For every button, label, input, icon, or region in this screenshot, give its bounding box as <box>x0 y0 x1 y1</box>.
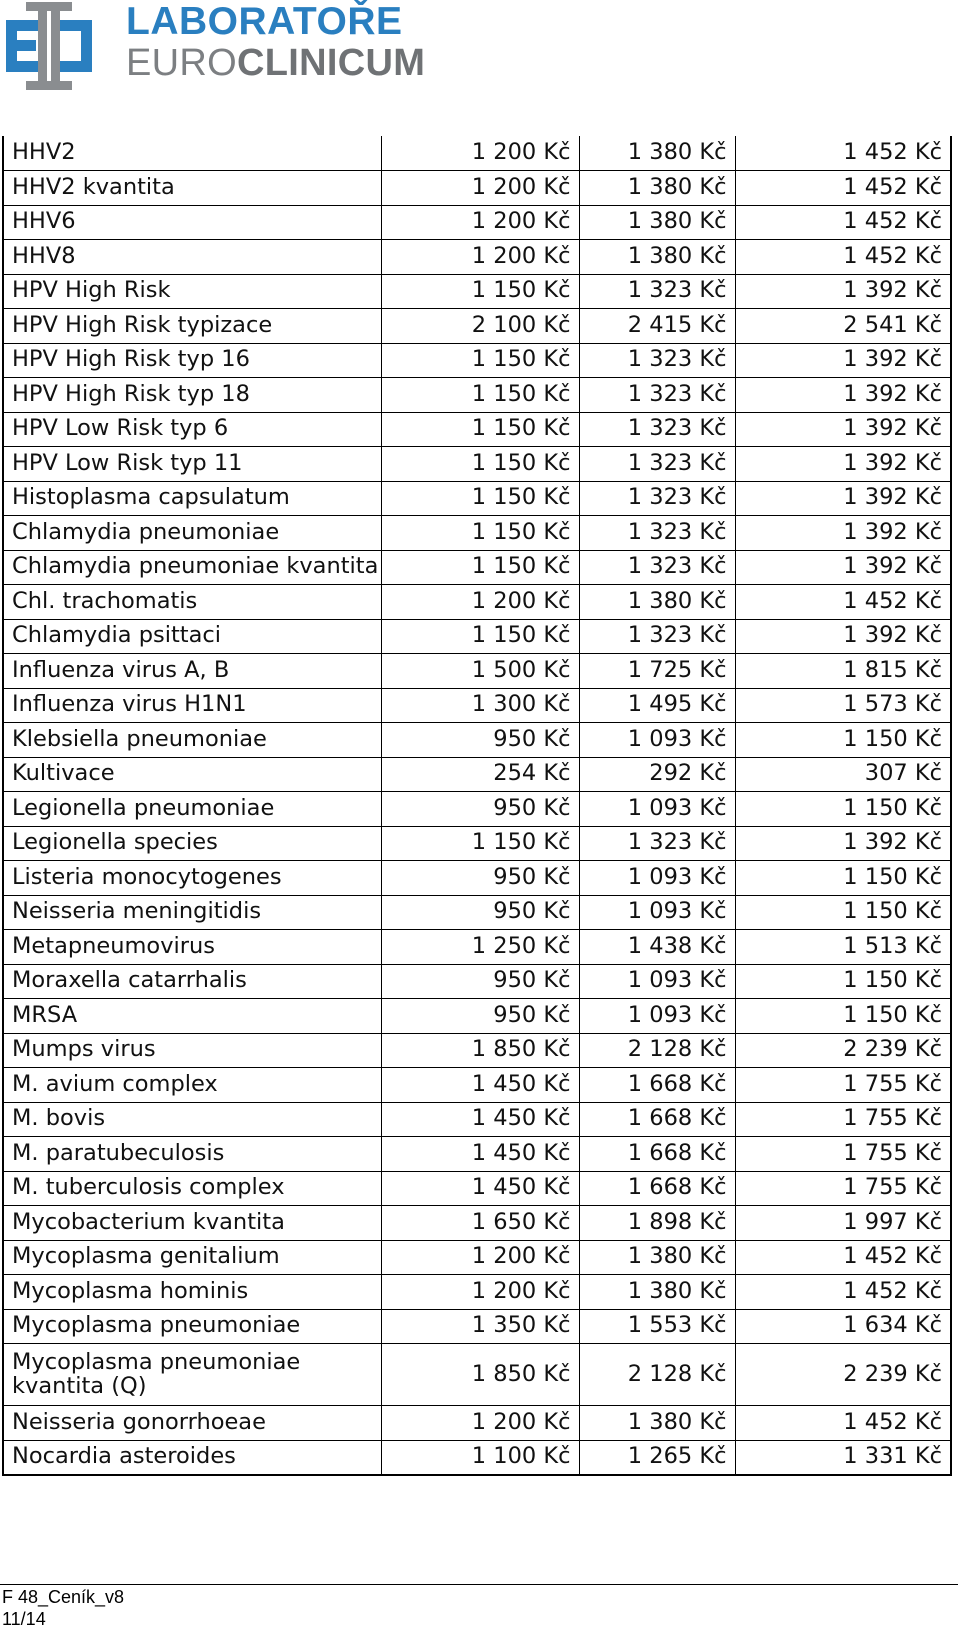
brand-wordmark <box>126 2 425 82</box>
test-name-cell: Neisseria meningitidis <box>3 895 381 930</box>
price-cell-2: 1 725 Kč <box>579 654 735 689</box>
test-name-cell: HHV2 <box>3 136 381 171</box>
test-name-cell: MRSA <box>3 999 381 1034</box>
price-cell-1: 1 250 Kč <box>381 930 579 965</box>
brand-line-2-light: EURO <box>126 42 237 84</box>
brand-line-1: LABORATOŘE <box>126 0 403 43</box>
price-cell-1: 1 200 Kč <box>381 136 579 171</box>
table-row <box>3 1137 951 1172</box>
price-cell-3: 1 150 Kč <box>735 792 951 827</box>
price-cell-1: 1 200 Kč <box>381 240 579 275</box>
price-cell-2: 1 380 Kč <box>579 1275 735 1310</box>
table-row <box>3 481 951 516</box>
price-cell-2: 1 380 Kč <box>579 1240 735 1275</box>
table-row <box>3 1240 951 1275</box>
table-row <box>3 1171 951 1206</box>
price-table-body <box>3 136 951 1475</box>
table-row <box>3 1206 951 1241</box>
test-name-cell: Influenza virus A, B <box>3 654 381 689</box>
test-name-cell: Mycoplasma pneumoniae kvantita (Q) <box>3 1344 381 1406</box>
price-cell-1: 1 150 Kč <box>381 826 579 861</box>
price-cell-2: 292 Kč <box>579 757 735 792</box>
test-name-cell: M. tuberculosis complex <box>3 1171 381 1206</box>
price-cell-1: 1 200 Kč <box>381 171 579 206</box>
price-cell-3: 2 239 Kč <box>735 1033 951 1068</box>
test-name-cell: HPV High Risk typ 18 <box>3 378 381 413</box>
test-name-cell: Mycoplasma hominis <box>3 1275 381 1310</box>
table-row <box>3 964 951 999</box>
test-name-cell: Legionella species <box>3 826 381 861</box>
footer-divider <box>0 1584 958 1585</box>
price-cell-1: 1 150 Kč <box>381 481 579 516</box>
price-cell-1: 950 Kč <box>381 723 579 758</box>
test-name-cell: HPV Low Risk typ 6 <box>3 412 381 447</box>
table-row <box>3 1309 951 1344</box>
price-cell-1: 1 450 Kč <box>381 1137 579 1172</box>
table-row <box>3 723 951 758</box>
test-name-cell: Mumps virus <box>3 1033 381 1068</box>
test-name-cell: Chlamydia psittaci <box>3 619 381 654</box>
table-row <box>3 1102 951 1137</box>
price-cell-1: 1 200 Kč <box>381 1406 579 1441</box>
table-row <box>3 585 951 620</box>
price-cell-2: 2 128 Kč <box>579 1033 735 1068</box>
price-cell-1: 1 100 Kč <box>381 1440 579 1475</box>
test-name-cell: HPV High Risk typ 16 <box>3 343 381 378</box>
test-name-cell: Neisseria gonorrhoeae <box>3 1406 381 1441</box>
price-cell-1: 1 200 Kč <box>381 205 579 240</box>
price-cell-1: 1 450 Kč <box>381 1068 579 1103</box>
price-cell-1: 1 150 Kč <box>381 619 579 654</box>
table-row <box>3 792 951 827</box>
test-name-cell: M. paratubeculosis <box>3 1137 381 1172</box>
price-cell-3: 1 452 Kč <box>735 171 951 206</box>
price-cell-3: 1 755 Kč <box>735 1171 951 1206</box>
price-cell-2: 1 380 Kč <box>579 585 735 620</box>
price-cell-1: 1 150 Kč <box>381 516 579 551</box>
table-row <box>3 826 951 861</box>
price-cell-3: 1 573 Kč <box>735 688 951 723</box>
brand-line-2-bold: CLINICUM <box>237 42 426 84</box>
table-row <box>3 240 951 275</box>
price-cell-2: 1 323 Kč <box>579 343 735 378</box>
price-cell-3: 1 755 Kč <box>735 1102 951 1137</box>
test-name-cell: HPV High Risk <box>3 274 381 309</box>
price-cell-1: 1 150 Kč <box>381 343 579 378</box>
price-cell-2: 2 415 Kč <box>579 309 735 344</box>
price-cell-3: 1 392 Kč <box>735 343 951 378</box>
table-row <box>3 895 951 930</box>
table-row <box>3 1033 951 1068</box>
table-row <box>3 757 951 792</box>
price-cell-3: 1 634 Kč <box>735 1309 951 1344</box>
table-row <box>3 654 951 689</box>
price-cell-3: 1 452 Kč <box>735 240 951 275</box>
price-cell-3: 1 392 Kč <box>735 550 951 585</box>
price-cell-3: 1 150 Kč <box>735 999 951 1034</box>
price-cell-3: 1 150 Kč <box>735 861 951 896</box>
document-header <box>0 0 960 100</box>
price-cell-3: 1 392 Kč <box>735 619 951 654</box>
price-cell-2: 1 553 Kč <box>579 1309 735 1344</box>
price-cell-3: 1 150 Kč <box>735 964 951 999</box>
price-cell-3: 1 150 Kč <box>735 895 951 930</box>
price-cell-3: 1 392 Kč <box>735 447 951 482</box>
price-cell-3: 1 392 Kč <box>735 378 951 413</box>
price-cell-3: 1 392 Kč <box>735 516 951 551</box>
price-cell-3: 1 755 Kč <box>735 1137 951 1172</box>
brand-line-2 <box>126 44 425 82</box>
price-cell-3: 2 239 Kč <box>735 1344 951 1406</box>
test-name-cell: Influenza virus H1N1 <box>3 688 381 723</box>
price-cell-1: 1 200 Kč <box>381 1240 579 1275</box>
price-cell-1: 1 150 Kč <box>381 447 579 482</box>
table-row <box>3 171 951 206</box>
price-cell-2: 1 093 Kč <box>579 964 735 999</box>
table-row <box>3 550 951 585</box>
price-cell-2: 1 323 Kč <box>579 481 735 516</box>
table-row <box>3 1406 951 1441</box>
price-cell-3: 1 392 Kč <box>735 826 951 861</box>
price-cell-1: 1 200 Kč <box>381 1275 579 1310</box>
table-row <box>3 447 951 482</box>
price-cell-2: 1 495 Kč <box>579 688 735 723</box>
price-cell-2: 1 323 Kč <box>579 274 735 309</box>
table-row <box>3 274 951 309</box>
table-row <box>3 1440 951 1475</box>
price-cell-2: 1 323 Kč <box>579 412 735 447</box>
price-cell-3: 1 331 Kč <box>735 1440 951 1475</box>
price-cell-2: 1 380 Kč <box>579 136 735 171</box>
price-cell-1: 950 Kč <box>381 792 579 827</box>
price-cell-2: 1 380 Kč <box>579 240 735 275</box>
test-name-cell: Mycobacterium kvantita <box>3 1206 381 1241</box>
price-cell-2: 1 093 Kč <box>579 792 735 827</box>
price-cell-2: 1 093 Kč <box>579 861 735 896</box>
price-cell-2: 1 323 Kč <box>579 619 735 654</box>
test-name-cell: Moraxella catarrhalis <box>3 964 381 999</box>
price-cell-3: 1 452 Kč <box>735 1406 951 1441</box>
table-row <box>3 516 951 551</box>
price-cell-2: 1 323 Kč <box>579 378 735 413</box>
test-name-cell: HHV6 <box>3 205 381 240</box>
test-name-cell: Chlamydia pneumoniae kvantita <box>3 550 381 585</box>
price-cell-3: 1 513 Kč <box>735 930 951 965</box>
price-cell-2: 1 668 Kč <box>579 1171 735 1206</box>
price-cell-2: 1 380 Kč <box>579 1406 735 1441</box>
test-name-cell: Histoplasma capsulatum <box>3 481 381 516</box>
test-name-cell: Klebsiella pneumoniae <box>3 723 381 758</box>
test-name-cell: Chl. trachomatis <box>3 585 381 620</box>
test-name-cell: HPV Low Risk typ 11 <box>3 447 381 482</box>
price-cell-2: 1 380 Kč <box>579 205 735 240</box>
test-name-cell: Nocardia asteroides <box>3 1440 381 1475</box>
price-cell-1: 950 Kč <box>381 861 579 896</box>
price-cell-3: 1 997 Kč <box>735 1206 951 1241</box>
price-cell-1: 1 150 Kč <box>381 550 579 585</box>
test-name-cell: Kultivace <box>3 757 381 792</box>
price-cell-2: 1 093 Kč <box>579 895 735 930</box>
page-number: 11/14 <box>2 1609 46 1629</box>
document-footer <box>2 1586 124 1630</box>
price-cell-1: 1 150 Kč <box>381 412 579 447</box>
test-name-cell: Mycoplasma pneumoniae <box>3 1309 381 1344</box>
test-name-cell: M. avium complex <box>3 1068 381 1103</box>
price-cell-1: 950 Kč <box>381 964 579 999</box>
table-row <box>3 999 951 1034</box>
price-cell-1: 1 850 Kč <box>381 1344 579 1406</box>
price-cell-3: 1 452 Kč <box>735 136 951 171</box>
test-name-cell: Chlamydia pneumoniae <box>3 516 381 551</box>
price-cell-1: 1 300 Kč <box>381 688 579 723</box>
price-cell-2: 1 668 Kč <box>579 1102 735 1137</box>
price-cell-2: 1 323 Kč <box>579 447 735 482</box>
test-name-cell: Mycoplasma genitalium <box>3 1240 381 1275</box>
document-code: F 48_Ceník_v8 <box>2 1587 125 1607</box>
price-cell-1: 1 200 Kč <box>381 585 579 620</box>
table-row <box>3 343 951 378</box>
price-cell-2: 1 265 Kč <box>579 1440 735 1475</box>
price-cell-3: 1 452 Kč <box>735 1240 951 1275</box>
price-cell-2: 1 323 Kč <box>579 516 735 551</box>
price-cell-3: 1 150 Kč <box>735 723 951 758</box>
price-cell-1: 254 Kč <box>381 757 579 792</box>
price-cell-3: 1 815 Kč <box>735 654 951 689</box>
price-cell-3: 1 755 Kč <box>735 1068 951 1103</box>
test-name-cell: HPV High Risk typizace <box>3 309 381 344</box>
price-cell-3: 1 452 Kč <box>735 205 951 240</box>
table-row <box>3 619 951 654</box>
price-cell-1: 1 150 Kč <box>381 274 579 309</box>
test-name-cell: HHV2 kvantita <box>3 171 381 206</box>
price-cell-2: 1 093 Kč <box>579 999 735 1034</box>
table-row <box>3 412 951 447</box>
price-cell-2: 1 093 Kč <box>579 723 735 758</box>
price-cell-3: 1 392 Kč <box>735 412 951 447</box>
price-cell-1: 2 100 Kč <box>381 309 579 344</box>
table-row <box>3 378 951 413</box>
price-cell-2: 1 380 Kč <box>579 171 735 206</box>
test-name-cell: Legionella pneumoniae <box>3 792 381 827</box>
test-name-cell: Listeria monocytogenes <box>3 861 381 896</box>
price-cell-3: 307 Kč <box>735 757 951 792</box>
price-cell-2: 2 128 Kč <box>579 1344 735 1406</box>
price-cell-1: 1 150 Kč <box>381 378 579 413</box>
test-name-cell: Metapneumovirus <box>3 930 381 965</box>
table-row <box>3 205 951 240</box>
test-name-cell: M. bovis <box>3 1102 381 1137</box>
price-cell-3: 1 452 Kč <box>735 1275 951 1310</box>
price-cell-1: 950 Kč <box>381 999 579 1034</box>
table-row <box>3 1068 951 1103</box>
price-cell-2: 1 323 Kč <box>579 826 735 861</box>
price-cell-3: 1 452 Kč <box>735 585 951 620</box>
price-cell-2: 1 323 Kč <box>579 550 735 585</box>
price-cell-1: 1 350 Kč <box>381 1309 579 1344</box>
table-row <box>3 136 951 171</box>
price-cell-3: 1 392 Kč <box>735 481 951 516</box>
table-row <box>3 861 951 896</box>
price-cell-1: 1 850 Kč <box>381 1033 579 1068</box>
table-row <box>3 930 951 965</box>
price-cell-1: 1 450 Kč <box>381 1171 579 1206</box>
price-table <box>2 136 952 1476</box>
price-cell-2: 1 668 Kč <box>579 1137 735 1172</box>
price-cell-1: 950 Kč <box>381 895 579 930</box>
table-row <box>3 688 951 723</box>
test-name-cell: HHV8 <box>3 240 381 275</box>
price-cell-2: 1 668 Kč <box>579 1068 735 1103</box>
price-cell-1: 1 650 Kč <box>381 1206 579 1241</box>
price-cell-3: 2 541 Kč <box>735 309 951 344</box>
price-cell-2: 1 438 Kč <box>579 930 735 965</box>
price-cell-1: 1 500 Kč <box>381 654 579 689</box>
price-cell-3: 1 392 Kč <box>735 274 951 309</box>
price-cell-1: 1 450 Kč <box>381 1102 579 1137</box>
table-row <box>3 309 951 344</box>
table-row <box>3 1344 951 1406</box>
ec-logo-icon <box>6 2 92 90</box>
table-row <box>3 1275 951 1310</box>
price-cell-2: 1 898 Kč <box>579 1206 735 1241</box>
